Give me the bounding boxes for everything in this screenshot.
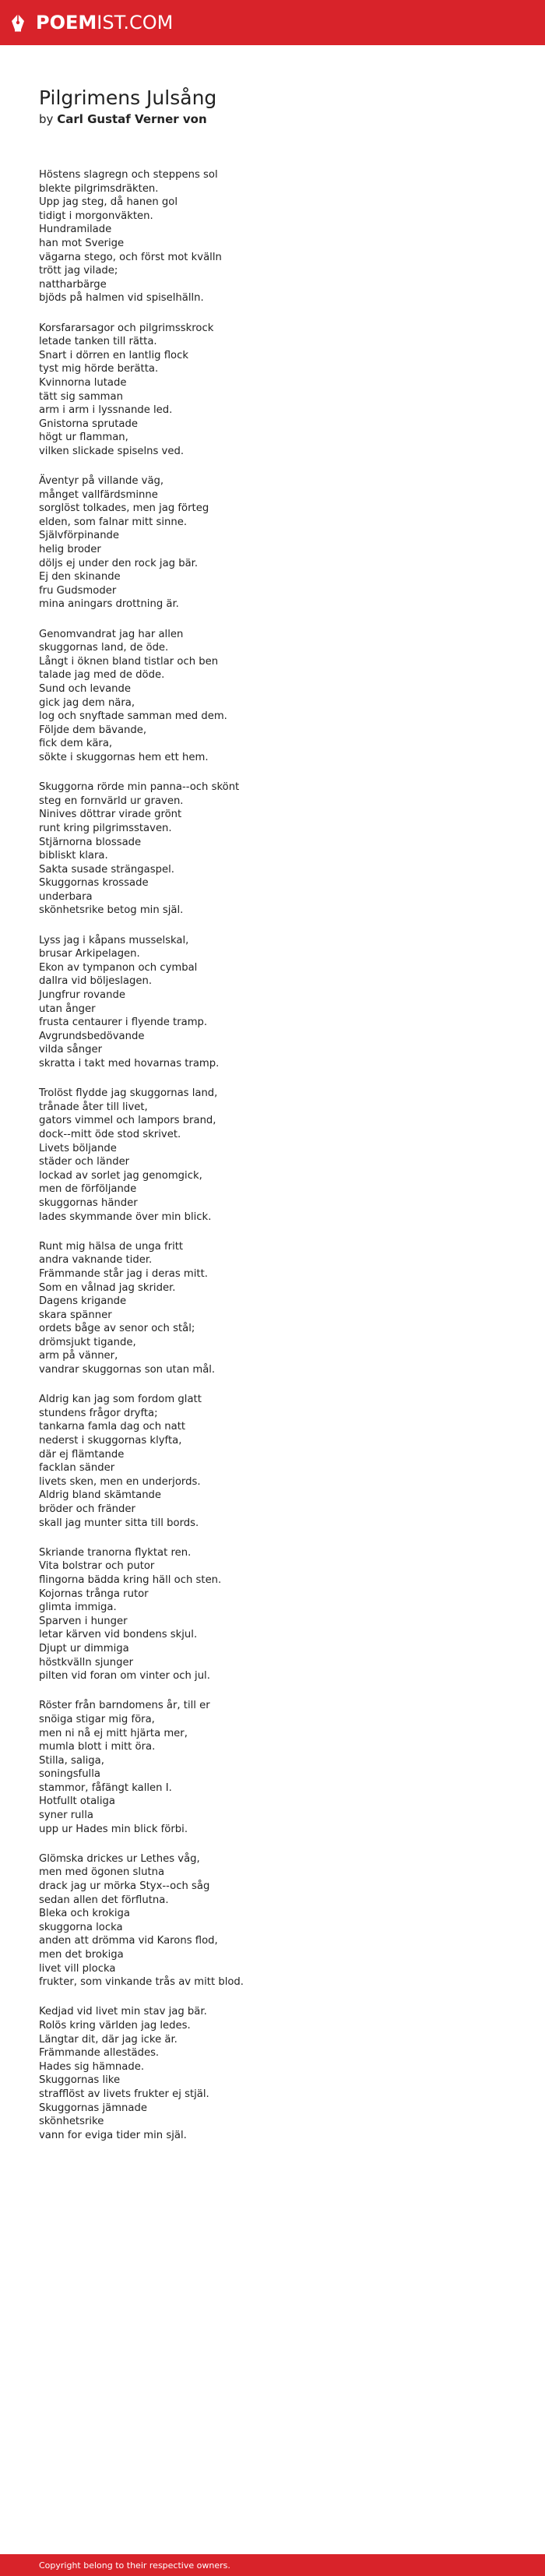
logo-bold-text: POEM xyxy=(36,12,97,33)
poem-line: dallra vid böljeslagen. xyxy=(39,975,153,988)
poem-content xyxy=(39,86,506,2158)
poem-line: frukter, som vinkande trås av mitt blod. xyxy=(39,1976,244,1989)
poem-line: städer och länder xyxy=(39,1156,130,1168)
stanza xyxy=(39,322,506,459)
poem-line: skönhetsrike xyxy=(39,2116,104,2128)
poem-line: skuggornas händer xyxy=(39,1196,138,1209)
poem-body xyxy=(39,168,506,2142)
poem-line: flingorna bädda kring häll och sten. xyxy=(39,1573,222,1586)
poem-line: trött jag vilade; xyxy=(39,265,118,277)
poem-line: talade jag med de döde. xyxy=(39,669,165,682)
stanza xyxy=(39,168,506,305)
poem-line: där ej flämtande xyxy=(39,1448,125,1461)
poem-line: fick dem kära, xyxy=(39,738,113,750)
poem-line: Vita bolstrar och putor xyxy=(39,1560,155,1573)
poem-line: Skuggornas krossade xyxy=(39,877,149,890)
poem-line: dock--mitt öde stod skrivet. xyxy=(39,1128,181,1140)
poem-line: bjöds på halmen vid spiselhälln. xyxy=(39,292,204,305)
poem-line: Djupt ur dimmiga xyxy=(39,1642,129,1654)
poem-line: Bleka och krokiga xyxy=(39,1908,130,1920)
stanza xyxy=(39,1240,506,1377)
poem-line: Ninives döttrar virade grönt xyxy=(39,809,182,821)
poem-line: Kedjad vid livet min stav jag bär. xyxy=(39,2006,207,2018)
poem-line: Skuggornas jämnade xyxy=(39,2102,147,2114)
poem-line: blekte pilgrimsdräkten. xyxy=(39,182,159,195)
poem-line: Äventyr på villande väg, xyxy=(39,475,164,488)
poem-line: vilken slickade spiselns ved. xyxy=(39,445,185,457)
poem-line: högt ur flamman, xyxy=(39,432,128,444)
poem-line: Hades sig hämnade. xyxy=(39,2060,145,2073)
poem-line: Skriande tranorna flyktat ren. xyxy=(39,1546,192,1559)
poem-line: Dagens krigande xyxy=(39,1295,127,1308)
byline-prefix: by xyxy=(39,112,54,126)
poem-line: steg en fornvärld ur graven. xyxy=(39,795,184,807)
stanza xyxy=(39,474,506,611)
poem-line: andra vaknande tider. xyxy=(39,1254,153,1267)
poem-line: men de förföljande xyxy=(39,1183,137,1196)
poem-line: Röster från barndomens år, till er xyxy=(39,1700,210,1712)
poem-line: Aldrig kan jag som fordom glatt xyxy=(39,1394,202,1406)
poem-line: Skuggornas like xyxy=(39,2074,121,2087)
poem-line: Genomvandrat jag har allen xyxy=(39,628,184,640)
pen-nib-icon[interactable] xyxy=(9,13,26,32)
poem-line: döljs ej under den rock jag bär. xyxy=(39,557,199,569)
stanza xyxy=(39,1087,506,1224)
poem-line: strafflöst av livets frukter ej stjäl. xyxy=(39,2088,209,2100)
poem-line: drack jag ur mörka Styx--och såg xyxy=(39,1880,210,1893)
poem-line: arm på vänner, xyxy=(39,1350,118,1362)
poem-line: tyst mig hörde berätta. xyxy=(39,363,159,375)
poem-line: månget vallfärdsminne xyxy=(39,488,158,501)
poem-line: skuggorna locka xyxy=(39,1921,123,1933)
poem-line: tankarna famla dag och natt xyxy=(39,1421,186,1433)
poem-line: tätt sig samman xyxy=(39,390,123,403)
poem-line: Kojornas trånga rutor xyxy=(39,1588,149,1600)
poem-line: skuggornas land, de öde. xyxy=(39,642,169,654)
poem-line: tidigt i morgonväkten. xyxy=(39,210,153,222)
poem-line: pilten vid foran om vinter och jul. xyxy=(39,1670,210,1683)
stanza xyxy=(39,1546,506,1683)
poem-line: Livets böljande xyxy=(39,1142,117,1154)
poem-line: helig broder xyxy=(39,544,101,556)
poem-line: Långt i öknen bland tistlar och ben xyxy=(39,655,219,668)
poem-line: gick jag dem nära, xyxy=(39,696,135,709)
poem-line: Lyss jag i kåpans musselskal, xyxy=(39,934,189,946)
stanza xyxy=(39,2005,506,2142)
copyright-text: Copyright belong to their respective owners. xyxy=(39,2560,230,2571)
stanza xyxy=(39,781,506,918)
poem-line: Stilla, saliga, xyxy=(39,1754,104,1767)
poem-line: men det brokiga xyxy=(39,1949,124,1961)
poem-line: stammor, fåfängt kallen I. xyxy=(39,1781,172,1794)
poem-line: Upp jag steg, då hanen gol xyxy=(39,196,178,209)
poem-line: Sund och levande xyxy=(39,682,132,695)
poem-line: underbara xyxy=(39,890,93,903)
poem-line: nattharbärge xyxy=(39,278,107,291)
poem-line: Gnistorna sprutade xyxy=(39,418,138,430)
poem-line: Skuggorna rörde min panna--och skönt xyxy=(39,781,240,794)
poem-line: Sparven i hunger xyxy=(39,1615,128,1627)
poem-line: Höstens slagregn och steppens sol xyxy=(39,169,218,181)
poem-line: utan ånger xyxy=(39,1003,96,1015)
poem-line: Följde dem bävande, xyxy=(39,724,147,736)
stanza xyxy=(39,1393,506,1530)
poem-line: gators vimmel och lampors brand, xyxy=(39,1115,216,1127)
poem-line: skara spänner xyxy=(39,1309,112,1321)
poem-line: Ekon av tympanon och cymbal xyxy=(39,961,198,974)
poem-line: men ni nå ej mitt hjärta mer, xyxy=(39,1727,188,1739)
poem-line: Som en vålnad jag skrider. xyxy=(39,1281,176,1294)
logo-light-text: IST.COM xyxy=(97,12,174,33)
poem-line: Aldrig bland skämtande xyxy=(39,1489,162,1502)
poem-line: skall jag munter sitta till bords. xyxy=(39,1517,199,1529)
poem-line: Hundramilade xyxy=(39,224,112,236)
poem-line: vilda sånger xyxy=(39,1044,102,1056)
poem-line: mina aningars drottning är. xyxy=(39,598,179,611)
footer-bar xyxy=(0,2554,545,2576)
author-name: Carl Gustaf Verner von xyxy=(57,112,207,126)
poem-line: Kvinnorna lutade xyxy=(39,376,127,389)
poem-line: livets sken, men en underjords. xyxy=(39,1475,201,1488)
top-bar xyxy=(0,0,545,45)
poem-line: arm i arm i lyssnande led. xyxy=(39,404,173,417)
poem-line: log och snyftade samman med dem. xyxy=(39,710,227,723)
poem-line: syner rulla xyxy=(39,1810,93,1822)
poem-line: runt kring pilgrimsstaven. xyxy=(39,822,172,834)
poem-line: drömsjukt tigande, xyxy=(39,1336,136,1348)
poem-line: Hotfullt otaliga xyxy=(39,1795,115,1808)
poem-line: Snart i dörren en lantlig flock xyxy=(39,349,188,361)
poem-line: vägarna stego, och först mot kvälln xyxy=(39,251,222,263)
stanza xyxy=(39,1852,506,1989)
poem-line: soningsfulla xyxy=(39,1768,100,1781)
poem-line: stundens frågor dryfta; xyxy=(39,1407,158,1419)
poem-line: elden, som falnar mitt sinne. xyxy=(39,516,188,528)
poem-line: Rolös kring världen jag ledes. xyxy=(39,2019,191,2032)
poem-line: men med ögonen slutna xyxy=(39,1866,165,1879)
poem-line: Korsfararsagor och pilgrimsskrock xyxy=(39,322,214,334)
poem-line: Självförpinande xyxy=(39,530,120,542)
poem-line: fru Gudsmoder xyxy=(39,584,117,597)
poem-line: ordets båge av senor och stål; xyxy=(39,1323,195,1335)
poem-line: Stjärnorna blossade xyxy=(39,836,142,848)
stanza xyxy=(39,1699,506,1836)
byline xyxy=(39,111,506,128)
poem-line: lockad av sorlet jag genomgick, xyxy=(39,1169,202,1182)
poem-line: letar kärven vid bondens skjul. xyxy=(39,1629,198,1641)
poem-line: Ej den skinande xyxy=(39,571,121,583)
poem-line: skönhetsrike betog min själ. xyxy=(39,904,184,917)
poem-line: Främmande står jag i deras mitt. xyxy=(39,1267,208,1280)
poem-line: letade tanken till rätta. xyxy=(39,336,157,348)
poem-line: anden att drömma vid Karons flod, xyxy=(39,1935,218,1947)
poem-line: trånade åter till livet, xyxy=(39,1101,148,1113)
poem-line: nederst i skuggornas klyfta, xyxy=(39,1435,182,1447)
poem-line: Främmande allestädes. xyxy=(39,2047,160,2060)
poem-line: Glömska drickes ur Lethes våg, xyxy=(39,1852,200,1865)
poem-line: höstkvälln sjunger xyxy=(39,1656,134,1669)
stanza xyxy=(39,934,506,1071)
poem-line: Trolöst flydde jag skuggornas land, xyxy=(39,1087,218,1100)
poem-line: sorglöst tolkades, men jag förteg xyxy=(39,502,209,515)
poem-line: brusar Arkipelagen. xyxy=(39,948,140,960)
poem-line: mumla blott i mitt öra. xyxy=(39,1741,156,1753)
poem-line: Avgrundsbedövande xyxy=(39,1030,145,1042)
poem-line: snöiga stigar mig föra, xyxy=(39,1713,155,1725)
poem-line: han mot Sverige xyxy=(39,237,125,249)
poem-line: upp ur Hades min blick förbi. xyxy=(39,1823,188,1835)
site-logo-link[interactable] xyxy=(36,12,173,33)
poem-line: Runt mig hälsa de unga fritt xyxy=(39,1240,184,1253)
poem-line: Jungfrur rovande xyxy=(39,989,125,1002)
poem-line: Längtar dit, där jag icke är. xyxy=(39,2033,178,2046)
poem-line: glimta immiga. xyxy=(39,1602,117,1614)
poem-line: facklan sänder xyxy=(39,1462,115,1475)
poem-title: Pilgrimens Julsång xyxy=(39,86,217,109)
poem-line: Sakta susade strängaspel. xyxy=(39,863,174,876)
poem-line: skratta i takt med hovarnas tramp. xyxy=(39,1058,220,1070)
poem-line: sedan allen det förflutna. xyxy=(39,1894,169,1906)
poem-line: vandrar skuggornas son utan mål. xyxy=(39,1364,216,1376)
poem-line: frusta centaurer i flyende tramp. xyxy=(39,1017,208,1029)
poem-line: bibliskt klara. xyxy=(39,850,108,862)
poem-line: lades skymmande över min blick. xyxy=(39,1210,212,1223)
poem-line: vann for eviga tider min själ. xyxy=(39,2129,187,2141)
poem-line: livet vill plocka xyxy=(39,1962,116,1975)
stanza xyxy=(39,628,506,765)
poem-line: bröder och fränder xyxy=(39,1503,135,1515)
poem-line: sökte i skuggornas hem ett hem. xyxy=(39,751,209,763)
